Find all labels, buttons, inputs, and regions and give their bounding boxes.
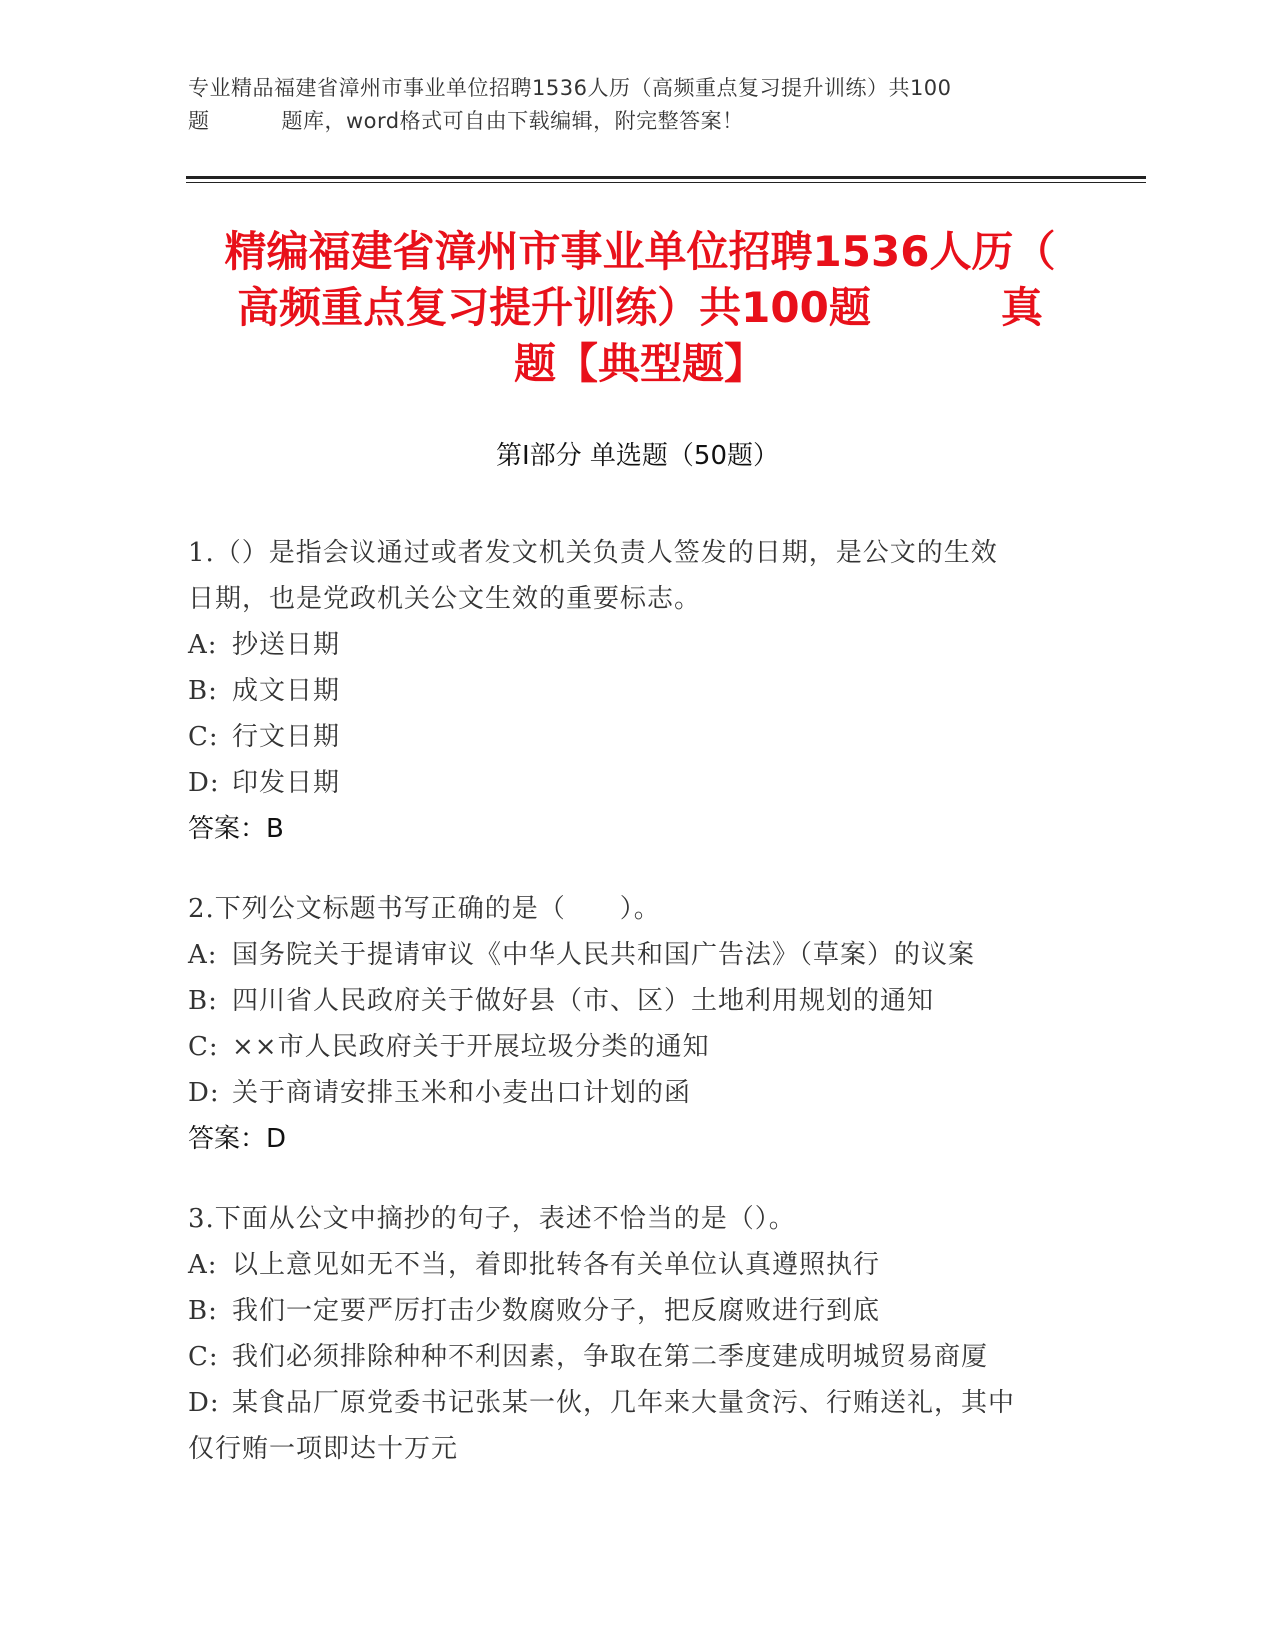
question-2-stem-line-1: 2.下列公文标题书写正确的是（ ）。 bbox=[188, 894, 661, 924]
header-note-line-2-start: 题 bbox=[188, 109, 210, 133]
question-1-option-d bbox=[188, 760, 1088, 806]
header-note-line-2-end: 题库，word格式可自由下载编辑，附完整答案！ bbox=[281, 109, 744, 133]
option-key: D: bbox=[188, 1388, 220, 1418]
header-note bbox=[188, 72, 1088, 138]
question-3-option-d-continued: 仅行贿一项即达十万元 bbox=[188, 1434, 459, 1464]
option-key: A: bbox=[188, 630, 218, 660]
question-3 bbox=[188, 1196, 1088, 1472]
page-title bbox=[160, 224, 1120, 392]
option-text: 以上意见如无不当，着即批转各有关单位认真遵照执行 bbox=[232, 1250, 881, 1280]
question-1 bbox=[188, 530, 1088, 852]
question-1-stem-line-2: 日期，也是党政机关公文生效的重要标志。 bbox=[188, 584, 702, 614]
option-text: 四川省人民政府关于做好县（市、区）土地利用规划的通知 bbox=[232, 986, 935, 1016]
option-text: 印发日期 bbox=[232, 768, 341, 798]
question-1-option-c bbox=[188, 714, 1088, 760]
option-key: D: bbox=[188, 768, 220, 798]
header-divider-thick bbox=[186, 176, 1146, 179]
option-key: B: bbox=[188, 986, 218, 1016]
page-title-line-3: 题【典型题】 bbox=[513, 339, 766, 388]
page-title-line-2-start: 高频重点复习提升训练）共100题 bbox=[237, 283, 871, 332]
question-2-option-a bbox=[188, 932, 1088, 978]
option-key: B: bbox=[188, 1296, 218, 1326]
question-2-answer: 答案：D bbox=[188, 1124, 287, 1154]
header-note-line-2 bbox=[188, 105, 1088, 138]
option-text: 抄送日期 bbox=[232, 630, 341, 660]
option-text: 国务院关于提请审议《中华人民共和国广告法》（草案）的议案 bbox=[232, 940, 976, 970]
option-key: C: bbox=[188, 722, 219, 752]
option-text: 成文日期 bbox=[232, 676, 341, 706]
option-text: ××市人民政府关于开展垃圾分类的通知 bbox=[232, 1032, 710, 1062]
question-3-stem-line-1: 3.下面从公文中摘抄的句子，表述不恰当的是（）。 bbox=[188, 1204, 796, 1234]
page-title-line-2-end: 真 bbox=[1000, 283, 1043, 332]
option-key: B: bbox=[188, 676, 218, 706]
question-2 bbox=[188, 886, 1088, 1162]
option-text: 行文日期 bbox=[232, 722, 341, 752]
page-title-line-1: 精编福建省漳州市事业单位招聘1536人历（ bbox=[224, 227, 1056, 276]
question-2-option-d bbox=[188, 1070, 1088, 1116]
header-note-line-1: 专业精品福建省漳州市事业单位招聘1536人历（高频重点复习提升训练）共100 bbox=[188, 76, 952, 100]
question-1-option-a bbox=[188, 622, 1088, 668]
option-key: A: bbox=[188, 940, 218, 970]
option-text: 我们一定要严厉打击少数腐败分子，把反腐败进行到底 bbox=[232, 1296, 881, 1326]
option-key: A: bbox=[188, 1250, 218, 1280]
question-2-option-c bbox=[188, 1024, 1088, 1070]
option-key: C: bbox=[188, 1032, 219, 1062]
header-divider-thin bbox=[186, 182, 1146, 183]
question-3-option-b bbox=[188, 1288, 1088, 1334]
question-1-stem-line-1: 1.（）是指会议通过或者发文机关负责人签发的日期，是公文的生效 bbox=[188, 538, 998, 568]
question-1-answer: 答案：B bbox=[188, 814, 284, 844]
option-text: 我们必须排除种种不利因素，争取在第二季度建成明城贸易商厦 bbox=[232, 1342, 989, 1372]
question-3-option-d bbox=[188, 1380, 1088, 1426]
question-list bbox=[188, 530, 1088, 1506]
question-1-option-b bbox=[188, 668, 1088, 714]
section-title: 第Ⅰ部分 单选题（50题） bbox=[495, 441, 780, 471]
option-text: 关于商请安排玉米和小麦出口计划的函 bbox=[232, 1078, 692, 1108]
question-3-option-a bbox=[188, 1242, 1088, 1288]
option-text: 某食品厂原党委书记张某一伙，几年来大量贪污、行贿送礼，其中 bbox=[232, 1388, 1016, 1418]
page-title-line-2 bbox=[160, 280, 1120, 336]
option-key: D: bbox=[188, 1078, 220, 1108]
question-3-option-c bbox=[188, 1334, 1088, 1380]
question-2-option-b bbox=[188, 978, 1088, 1024]
option-key: C: bbox=[188, 1342, 219, 1372]
